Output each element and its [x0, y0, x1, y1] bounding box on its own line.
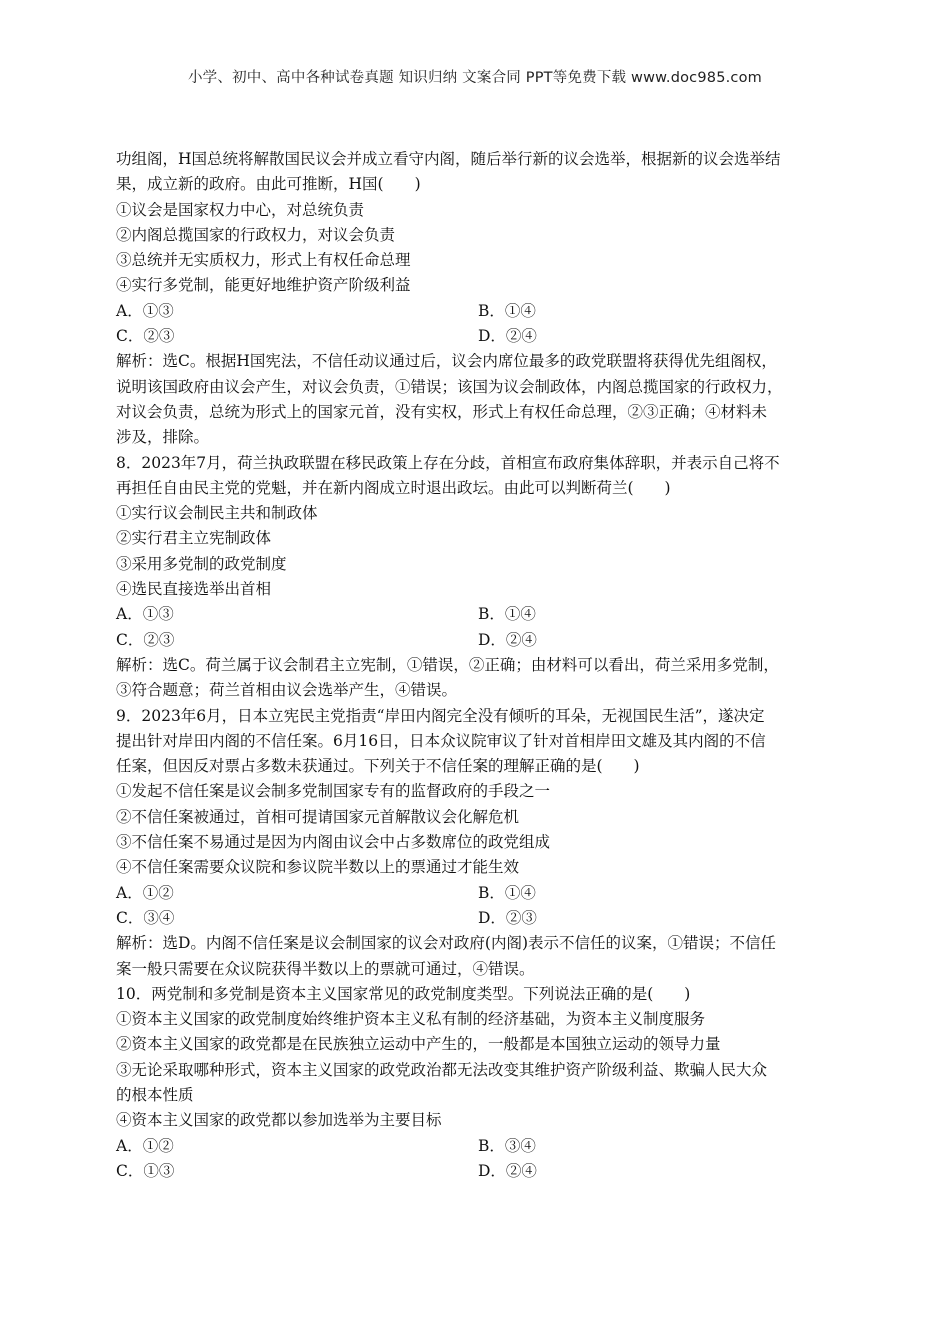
- options-row: [116, 628, 838, 653]
- statement-item: ③无论采取哪种形式，资本主义国家的政党政治都无法改变其维护资产阶级利益、欺骗人民大众: [116, 1060, 768, 1079]
- question-stem: 9．2023年6月，日本立宪民主党指责“岸田内阁完全没有倾听的耳朵，无视国民生活”，遂决定: [116, 706, 765, 725]
- statement-item: ④实行多党制，能更好地维护资产阶级利益: [116, 276, 411, 295]
- options-row: [116, 1134, 838, 1159]
- question-stem: 提出针对岸田内阁的不信任案。6月16日，日本众议院审议了针对首相岸田文雄及其内阁的不信: [116, 731, 766, 750]
- option-d: D．②④: [478, 630, 537, 649]
- statement-item: ①实行议会制民主共和制政体: [116, 504, 318, 523]
- statement-item: ①发起不信任案是议会制多党制国家专有的监督政府的手段之一: [116, 782, 551, 801]
- options-row: [116, 1159, 838, 1184]
- statement-item: ②资本主义国家的政党都是在民族独立运动中产生的，一般都是本国独立运动的领导力量: [116, 1035, 721, 1054]
- options-row: [116, 906, 838, 931]
- option-a: A．①②: [116, 1136, 174, 1155]
- analysis-text: ③符合题意；荷兰首相由议会选举产生，④错误。: [116, 681, 458, 700]
- document-body: [116, 147, 838, 1184]
- option-b: B．①④: [478, 605, 536, 624]
- options-row: [116, 881, 838, 906]
- analysis-text: 说明该国政府由议会产生，对议会负责，①错误；该国为议会制政体，内阁总揽国家的行政权力，: [116, 377, 783, 396]
- question-10: [116, 982, 838, 1184]
- analysis-text: 涉及，排除。: [116, 428, 210, 447]
- question-stem: 8．2023年7月，荷兰执政联盟在移民政策上存在分歧，首相宣布政府集体辞职，并表示自己将不: [116, 453, 780, 472]
- option-d: D．②④: [478, 1161, 537, 1180]
- options-row: [116, 299, 838, 324]
- analysis-text: 解析：选C。根据H国宪法，不信任动议通过后，议会内席位最多的政党联盟将获得优先组阁权，: [116, 352, 777, 371]
- options-row: [116, 324, 838, 349]
- question-stem: 果，成立新的政府。由此可推断，H国( ): [116, 175, 421, 194]
- statement-item: ②实行君主立宪制政体: [116, 529, 272, 548]
- option-d: D．②③: [478, 908, 537, 927]
- question-8: [116, 451, 838, 704]
- statement-item: ③采用多党制的政党制度: [116, 554, 287, 573]
- option-c: C．②③: [116, 327, 175, 346]
- statement-item: ②内阁总揽国家的行政权力，对议会负责: [116, 225, 396, 244]
- question-7: [116, 147, 838, 451]
- statement-item: ④资本主义国家的政党都以参加选举为主要目标: [116, 1111, 442, 1130]
- question-stem: 再担任自由民主党的党魁，并在新内阁成立时退出政坛。由此可以判断荷兰( ): [116, 478, 671, 497]
- statement-item: ④选民直接选举出首相: [116, 580, 272, 599]
- statement-item: ④不信任案需要众议院和参议院半数以上的票通过才能生效: [116, 858, 520, 877]
- analysis-text: 解析：选C。荷兰属于议会制君主立宪制，①错误，②正确；由材料可以看出，荷兰采用多党制，: [116, 655, 779, 674]
- analysis-text: 解析：选D。内阁不信任案是议会制国家的议会对政府(内阁)表示不信任的议案，①错误；不信任: [116, 934, 777, 953]
- statement-item: ③总统并无实质权力，形式上有权任命总理: [116, 251, 411, 270]
- option-a: A．①③: [116, 301, 174, 320]
- page-header: 小学、初中、高中各种试卷真题 知识归纳 文案合同 PPT等免费下载 www.doc985.com: [187, 70, 763, 86]
- statement-item: ①资本主义国家的政党制度始终维护资本主义私有制的经济基础，为资本主义制度服务: [116, 1010, 706, 1029]
- option-c: C．②③: [116, 630, 175, 649]
- option-d: D．②④: [478, 327, 537, 346]
- statement-item: ③不信任案不易通过是因为内阁由议会中占多数席位的政党组成: [116, 833, 551, 852]
- option-c: C．①③: [116, 1161, 175, 1180]
- option-a: A．①③: [116, 605, 174, 624]
- question-9: [116, 704, 838, 982]
- options-row: [116, 602, 838, 627]
- analysis-text: 案一般只需要在众议院获得半数以上的票就可通过，④错误。: [116, 959, 535, 978]
- question-stem: 任案，但因反对票占多数未获通过。下列关于不信任案的理解正确的是( ): [116, 757, 640, 776]
- option-c: C．③④: [116, 908, 175, 927]
- question-stem: 10．两党制和多党制是资本主义国家常见的政党制度类型。下列说法正确的是( ): [116, 984, 691, 1003]
- statement-item: ②不信任案被通过，首相可提请国家元首解散议会化解危机: [116, 807, 520, 826]
- analysis-text: 对议会负责，总统为形式上的国家元首，没有实权，形式上有权任命总理，②③正确；④材料未: [116, 402, 768, 421]
- statement-item: ①议会是国家权力中心，对总统负责: [116, 200, 365, 219]
- option-a: A．①②: [116, 883, 174, 902]
- statement-item: 的根本性质: [116, 1085, 194, 1104]
- option-b: B．①④: [478, 301, 536, 320]
- option-b: B．③④: [478, 1136, 536, 1155]
- question-stem: 功组阁，H国总统将解散国民议会并成立看守内阁，随后举行新的议会选举，根据新的议会选举结: [116, 150, 781, 168]
- option-b: B．①④: [478, 883, 536, 902]
